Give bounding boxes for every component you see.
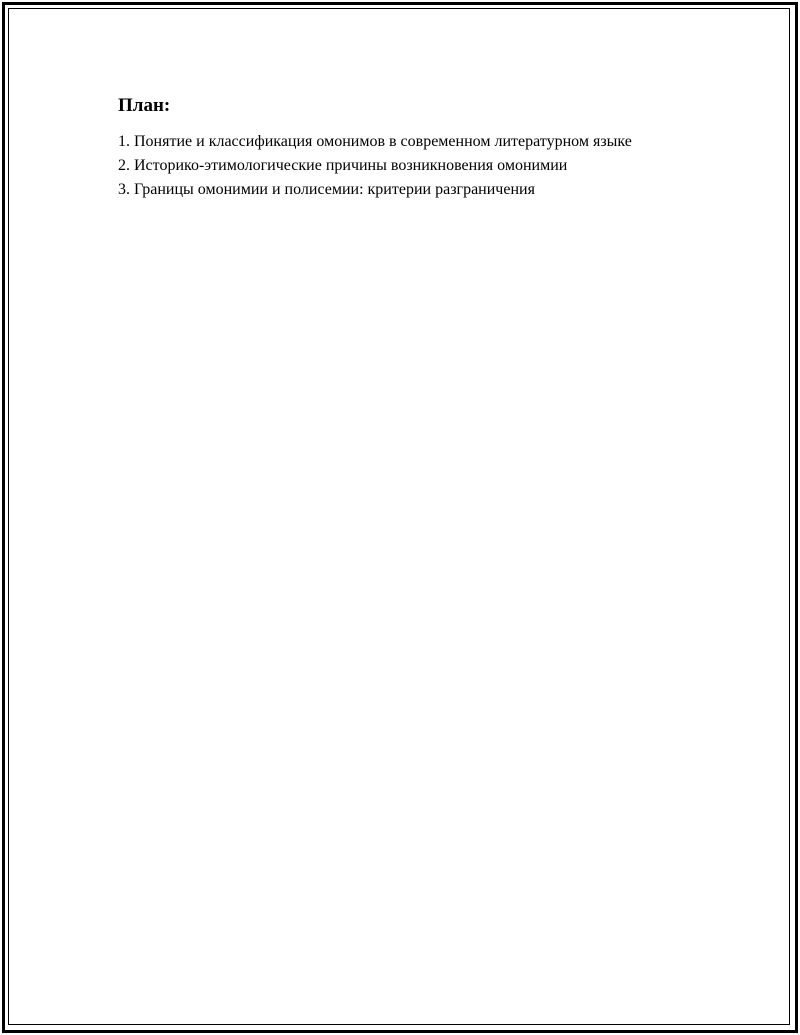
plan-item-1: 1. Понятие и классификация омонимов в современном литературном языке (118, 133, 632, 150)
document-content (118, 94, 678, 202)
plan-heading: План: (118, 95, 171, 116)
plan-item-3: 3. Границы омонимии и полисемии: критерии разграничения (118, 181, 535, 198)
plan-list (118, 130, 678, 202)
plan-item-2: 2. Историко-этимологические причины возникновения омонимии (118, 157, 568, 174)
